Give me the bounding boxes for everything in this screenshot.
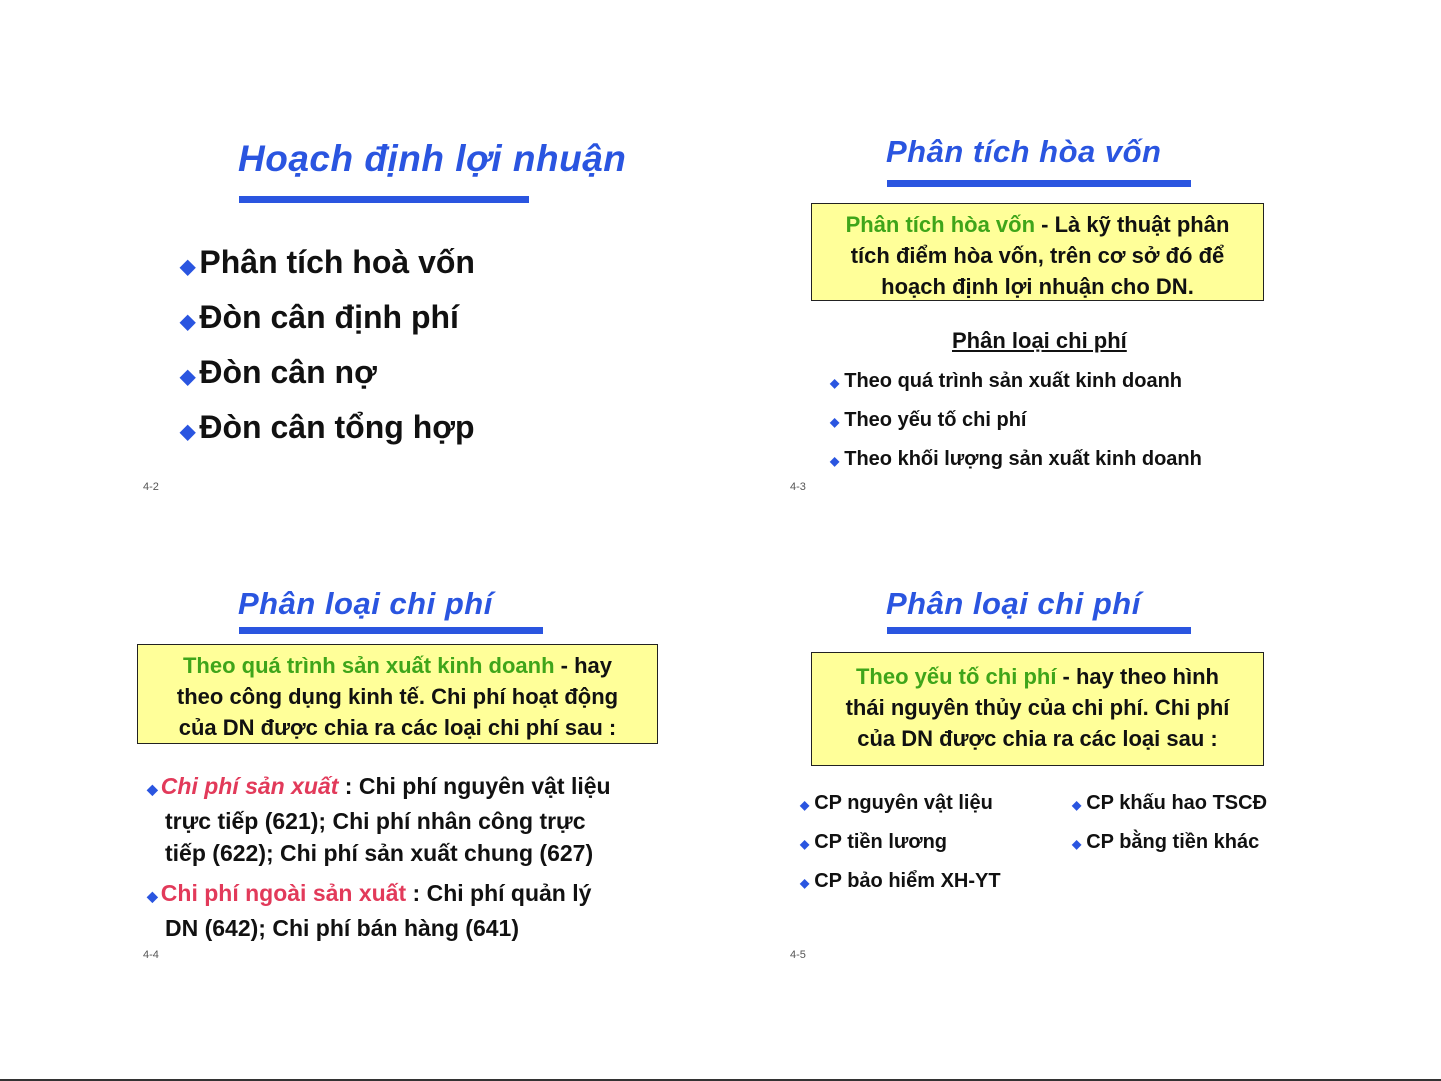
diamond-bullet-icon: ◆	[1072, 798, 1082, 812]
diamond-bullet-icon: ◆	[830, 415, 840, 429]
slide-title: Phân loại chi phí	[886, 586, 1141, 621]
page-number: 4-2	[143, 481, 159, 493]
list-item: ◆ CP nguyên vật liệu	[800, 792, 993, 814]
diamond-bullet-icon: ◆	[180, 366, 196, 388]
list-item: ◆ Theo quá trình sản xuất kinh doanh	[830, 370, 1183, 392]
list-item: ◆ CP bằng tiền khác	[1072, 831, 1260, 853]
diamond-bullet-icon: ◆	[800, 837, 810, 851]
definition-box: Theo yếu tố chi phí - hay theo hình thái nguyên thủy của chi phí. Chi phí của DN được chia ra các loại sau :	[811, 652, 1264, 766]
diamond-bullet-icon: ◆	[830, 376, 840, 390]
page-number: 4-3	[790, 481, 806, 493]
bullet-list-left	[800, 792, 1001, 909]
slide-title: Phân loại chi phí	[238, 586, 493, 621]
list-item: ◆ Đòn cân định phí	[180, 299, 459, 335]
diamond-bullet-icon: ◆	[1072, 837, 1082, 851]
diamond-bullet-icon: ◆	[147, 781, 158, 797]
bullet-term: Chi phí sản xuất	[160, 773, 339, 799]
list-item: ◆ Phân tích hoà vốn	[180, 244, 475, 280]
list-item: ◆ Đòn cân tổng hợp	[180, 409, 475, 445]
list-item: ◆ CP khấu hao TSCĐ	[1072, 792, 1268, 814]
cost-bullet: ◆ Chi phí sản xuất : Chi phí nguyên vật liệu trực tiếp (621); Chi phí nhân công trực tiếp (622); Chi phí sản xuất chung (627)	[147, 773, 611, 866]
definition-box: Theo quá trình sản xuất kinh doanh - hay theo công dụng kinh tế. Chi phí hoạt động của DN được chia ra các loại chi phí sau :	[137, 644, 658, 744]
page-number: 4-5	[790, 949, 806, 961]
list-item: ◆ CP bảo hiểm XH-YT	[800, 870, 1001, 892]
definition-term: Theo yếu tố chi phí	[855, 664, 1057, 689]
diamond-bullet-icon: ◆	[147, 888, 158, 904]
page-number: 4-4	[143, 949, 159, 961]
definition-box: Phân tích hòa vốn - Là kỹ thuật phân tích điểm hòa vốn, trên cơ sở đó để hoạch định lợi nhuận cho DN.	[811, 203, 1264, 301]
list-item: ◆ Đòn cân nợ	[180, 354, 377, 390]
diamond-bullet-icon: ◆	[800, 798, 810, 812]
list-item: ◆ CP tiền lương	[800, 831, 948, 853]
list-item: ◆ Theo yếu tố chi phí	[830, 409, 1027, 431]
diamond-bullet-icon: ◆	[180, 256, 196, 278]
section-heading: Phân loại chi phí	[952, 328, 1127, 353]
cost-bullet: ◆ Chi phí ngoài sản xuất : Chi phí quản lý DN (642); Chi phí bán hàng (641)	[147, 880, 592, 941]
diamond-bullet-icon: ◆	[800, 876, 810, 890]
diamond-bullet-icon: ◆	[830, 454, 840, 468]
slide-title: Hoạch định lợi nhuận	[238, 138, 627, 179]
definition-term: Phân tích hòa vốn	[845, 212, 1036, 237]
definition-term: Theo quá trình sản xuất kinh doanh	[182, 653, 555, 678]
bullet-list-right	[1072, 792, 1267, 870]
title-underline	[887, 627, 1191, 634]
diamond-bullet-icon: ◆	[180, 311, 196, 333]
slide-title: Phân tích hòa vốn	[886, 134, 1162, 169]
list-item: ◆ Theo khối lượng sản xuất kinh doanh	[830, 448, 1202, 470]
diamond-bullet-icon: ◆	[180, 421, 196, 443]
bullet-term: Chi phí ngoài sản xuất	[160, 880, 407, 906]
